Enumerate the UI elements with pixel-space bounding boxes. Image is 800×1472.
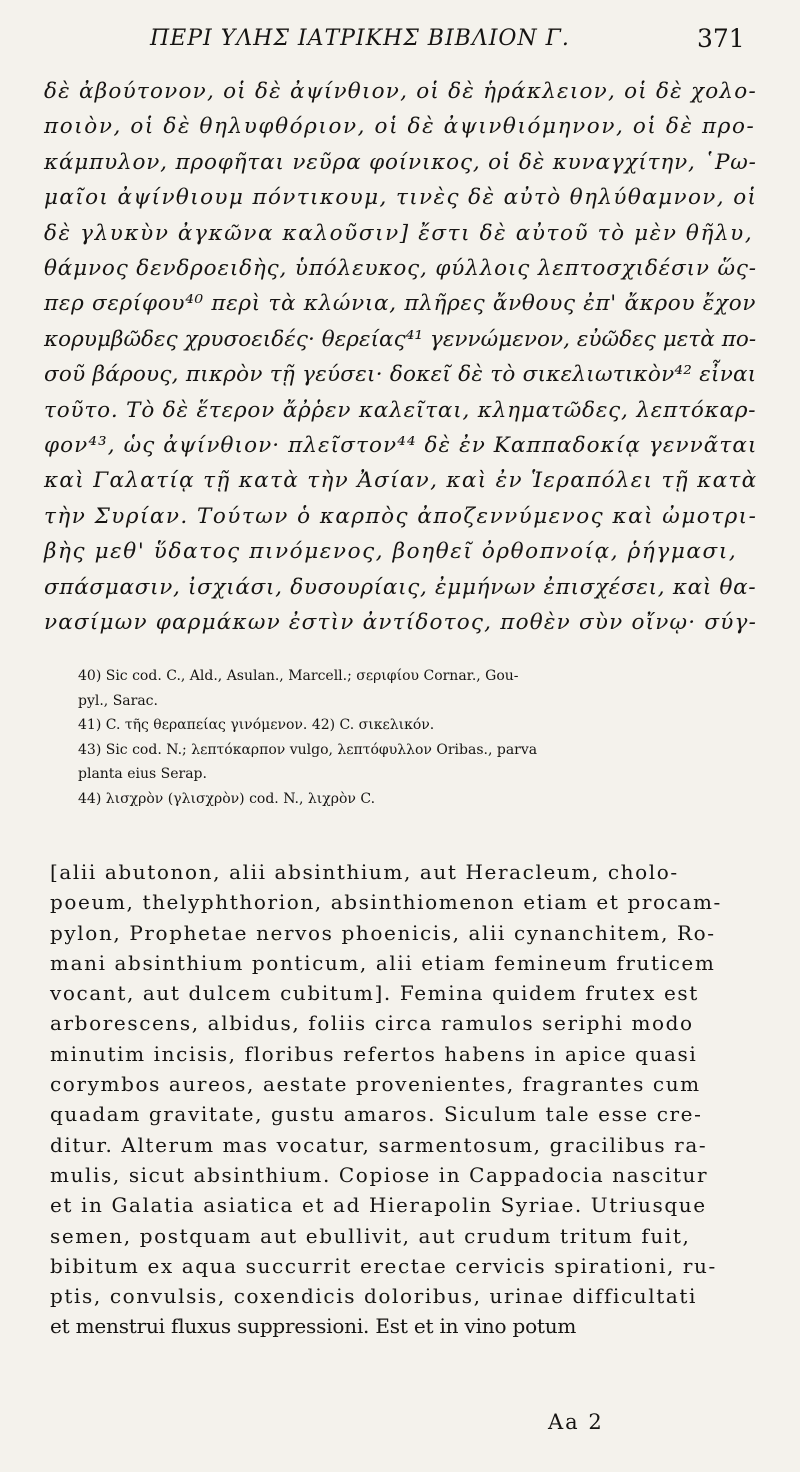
page-header xyxy=(0,22,800,66)
greek-text-line: σοῦ βάρους, πικρὸν τῇ γεύσει· δοκεῖ δὲ τὸ σικελιωτικὸν⁴² εἶναι xyxy=(44,362,757,388)
greek-text-line: ποιὸν, οἱ δὲ θηλυφθόριον, οἱ δὲ ἀψινθιόμηνον, οἱ δὲ προ- xyxy=(44,114,756,140)
greek-text-block xyxy=(44,74,756,641)
footnote-line xyxy=(44,738,756,763)
greek-text-line: τὴν Συρίαν. Τούτων ὁ καρπὸς ἀποζεννύμενος καὶ ὠμοτρι- xyxy=(44,503,758,529)
running-title: ΠΕΡΙ ΥΛΗΣ ΙΑΤΡΙΚΗΣ ΒΙΒΛΙΟΝ Γ. xyxy=(150,26,570,51)
latin-text-line: corymbos aureos, aestate provenientes, fragrantes cum xyxy=(50,1072,701,1097)
greek-text-line: περ σερίφου⁴⁰ περὶ τὰ κλώνια, πλῆρες ἄνθους ἐπ' ἄκρου ἔχον xyxy=(44,291,757,317)
greek-text-line: βὴς μεθ' ὕδατος πινόμενος, βοηθεῖ ὀρθοπνοίᾳ, ῥήγμασι, xyxy=(44,539,738,565)
footnotes-block xyxy=(44,664,756,811)
footnote-text: C. τῆς θεραπείας γινόμενον. 42) C. σικελικόν. xyxy=(105,717,435,733)
latin-text-line: et in Galatia asiatica et ad Hierapolin Syriae. Utriusque xyxy=(50,1193,707,1218)
footnote-line xyxy=(44,762,756,787)
footnote-number: 41) xyxy=(78,717,102,733)
latin-text-line: quadam gravitate, gustu amaros. Siculum tale esse cre- xyxy=(50,1102,703,1127)
greek-text-line: δὲ ἀβούτονον, οἱ δὲ ἀψίνθιον, οἱ δὲ ἡράκλειον, οἱ δὲ χολο- xyxy=(44,79,757,104)
latin-text-line: ditur. Alterum mas vocatur, sarmentosum, gracilibus ra- xyxy=(50,1132,708,1157)
latin-text-line: bibitum ex aqua succurrit erectae cervicis spirationi, ru- xyxy=(50,1253,717,1278)
greek-text-line: κορυμβῶδες χρυσοειδές· θερείας⁴¹ γεννώμενον, εὐῶδες μετὰ πο- xyxy=(44,326,757,352)
footnote-number: 43) xyxy=(78,741,102,758)
footnote-text: λισχρὸν (γλισχρὸν) cod. N., λιχρὸν C. xyxy=(105,790,376,807)
latin-text-line: vocant, aut dulcem cubitum]. Femina quidem frutex est xyxy=(50,981,699,1006)
greek-text-line: μαῖοι ἀψίνθιουμ πόντικουμ, τινὲς δὲ αὐτὸ θηλύθαμνον, οἱ xyxy=(44,185,758,211)
latin-text-line: semen, postquam aut ebullivit, aut crudum tritum fuit, xyxy=(50,1223,691,1248)
footnote-number: 40) xyxy=(78,668,102,684)
greek-text-line: φον⁴³, ὡς ἀψίνθιον· πλεῖστον⁴⁴ δὲ ἐν Καππαδοκίᾳ γεννᾶται xyxy=(44,433,758,459)
latin-text-line: poeum, thelyphthorion, absinthiomenon etiam et procam- xyxy=(50,890,722,915)
latin-text-line: minutim incisis, floribus refertos habens in apice quasi xyxy=(50,1041,698,1066)
latin-text-block xyxy=(50,857,754,1342)
footnote-line xyxy=(44,689,756,714)
greek-text-line: θάμνος δενδροειδὴς, ὑπόλευκος, φύλλοις λεπτοσχιδέσιν ὥς- xyxy=(44,256,757,282)
greek-text-line: τοῦτο. Τὸ δὲ ἕτερον ἄῤῥεν καλεῖται, κληματῶδες, λεπτόκαρ- xyxy=(44,397,757,423)
greek-text-line: δὲ γλυκὺν ἀγκῶνα καλοῦσιν] ἔστι δὲ αὐτοῦ τὸ μὲν θῆλυ, xyxy=(44,220,754,246)
latin-text-line: [alii abutonon, alii absinthium, aut Heracleum, cholo- xyxy=(50,860,679,884)
latin-text-line: pylon, Prophetae nervos phoenicis, alii cynanchitem, Ro- xyxy=(50,920,716,945)
signature-mark: Aa 2 xyxy=(548,1410,604,1434)
footnote-text: planta eius Serap. xyxy=(78,766,207,782)
footnote-line xyxy=(44,787,756,812)
greek-text-line: καὶ Γαλατίᾳ τῇ κατὰ τὴν Ἀσίαν, καὶ ἐν Ἱεραπόλει τῇ κατὰ xyxy=(44,468,758,494)
greek-text-line: σπάσμασιν, ἰσχιάσι, δυσουρίαις, ἐμμήνων ἐπισχέσει, καὶ θα- xyxy=(44,574,757,600)
page-number: 371 xyxy=(697,24,745,53)
footnote-text: Sic cod. C., Ald., Asulan., Marcell.; σεριφίου Cornar., Gou- xyxy=(105,668,519,684)
greek-text-line: κάμπυλον, προφῆται νεῦρα φοίνικος, οἱ δὲ κυναγχίτην, ῾Ρω- xyxy=(44,149,757,175)
latin-text-line: et menstrui fluxus suppressioni. Est et in vino potum xyxy=(50,1314,577,1339)
footnote-line xyxy=(44,664,756,689)
footnote-line xyxy=(44,713,756,738)
footnote-number: 44) xyxy=(78,790,102,807)
latin-text-line: arborescens, albidus, foliis circa ramulos seriphi modo xyxy=(50,1011,694,1036)
footnote-text: pyl., Sarac. xyxy=(78,692,158,709)
latin-text-line: mulis, sicut absinthium. Copiose in Cappadocia nascitur xyxy=(50,1162,709,1187)
latin-text-line: mani absinthium ponticum, alii etiam femineum fruticem xyxy=(50,950,716,975)
latin-text-line: ptis, convulsis, coxendicis doloribus, urinae difficultati xyxy=(50,1284,698,1309)
greek-text-line: νασίμων φαρμάκων ἐστὶν ἀντίδοτος, ποθὲν σὺν οἴνῳ· σύγ- xyxy=(44,610,758,636)
footnote-text: Sic cod. N.; λεπτόκαρπον vulgo, λεπτόφυλλον Oribas., parva xyxy=(105,741,538,758)
